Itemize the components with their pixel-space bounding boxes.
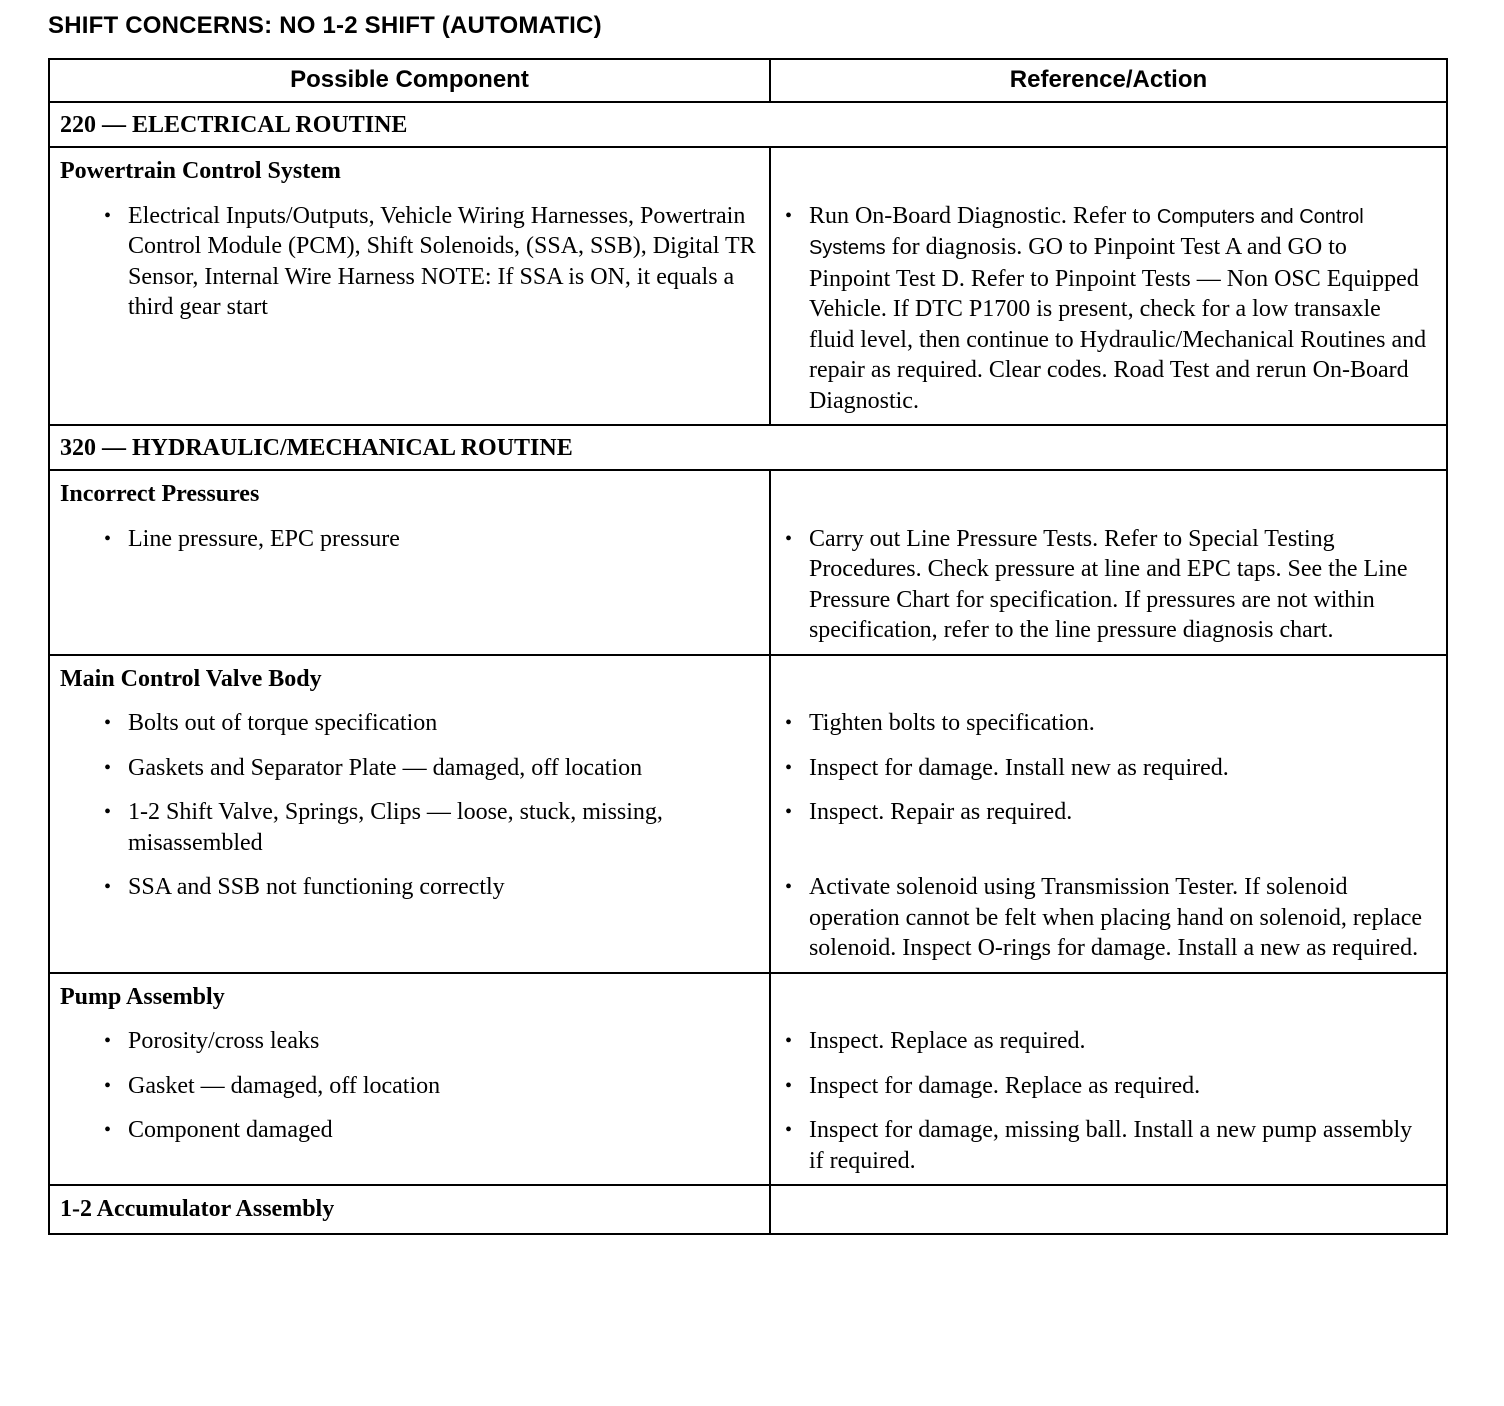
bullet-icon: • — [784, 801, 792, 823]
component-text: Component damaged — [128, 1117, 333, 1143]
bullet-icon: • — [104, 204, 112, 227]
action-text: Inspect. Replace as required. — [808, 1028, 1086, 1054]
spacer — [785, 479, 1432, 510]
action-item — [785, 1115, 1432, 1176]
action-cell — [771, 1186, 1446, 1233]
action-text: Inspect for damage. Install new as required. — [808, 754, 1229, 781]
bullet-icon: • — [104, 712, 112, 734]
action-item — [785, 872, 1432, 964]
diagnosis-table — [48, 58, 1448, 1235]
bullet-icon: • — [784, 1030, 792, 1052]
bullet-icon: • — [104, 527, 112, 550]
action-item — [785, 524, 1432, 646]
routine-label: 220 — ELECTRICAL ROUTINE — [60, 112, 408, 138]
spacer — [785, 982, 1432, 1013]
bullet-icon: • — [784, 1119, 792, 1141]
component-item — [60, 708, 759, 739]
bullet-icon: • — [104, 1030, 112, 1052]
component-item — [60, 201, 759, 323]
table-row — [50, 471, 1446, 656]
column-header-action: Reference/Action — [1009, 66, 1208, 93]
group-title: Incorrect Pressures — [60, 481, 260, 507]
action-cell — [771, 471, 1446, 654]
action-text: Activate solenoid using Transmission Tester. If solenoid operation cannot be felt when placing hand on solenoid, replace solenoid. Inspect O-rings for damage. Install a new as required. — [808, 874, 1423, 961]
table-row — [50, 1186, 1446, 1233]
group-title: 1-2 Accumulator Assembly — [60, 1196, 335, 1222]
component-item — [60, 1026, 759, 1057]
routine-label: 320 — HYDRAULIC/MECHANICAL ROUTINE — [60, 435, 573, 461]
table-row — [50, 974, 1446, 1187]
bullet-icon: • — [784, 712, 792, 734]
component-cell — [50, 471, 771, 654]
action-text-rest: for diagnosis. GO to Pinpoint Test A and GO to Pinpoint Test D. Refer to Pinpoint Tests — Non OSC Equipped Vehicle. If DTC P1700 is present, check for a low transaxle fluid level, then continue to Hydraulic/Mechanical Routines and repair as required. Clear codes. Road Test and rerun On-Board Diagnostic. — [808, 234, 1427, 414]
component-item — [60, 753, 759, 784]
group-title: Pump Assembly — [60, 983, 225, 1010]
component-cell — [50, 148, 771, 424]
bullet-icon: • — [104, 1074, 112, 1097]
bullet-icon: • — [784, 527, 792, 550]
bullet-icon: • — [784, 876, 792, 898]
action-item — [785, 708, 1432, 739]
action-text: Inspect for damage. Replace as required. — [808, 1072, 1201, 1099]
component-cell — [50, 974, 771, 1185]
bullet-icon: • — [784, 204, 792, 227]
action-text-lead: Run On-Board Diagnostic. Refer to — [808, 202, 1157, 229]
bullet-icon: • — [104, 876, 112, 898]
action-text — [809, 201, 1432, 417]
action-cell — [771, 656, 1446, 972]
component-item — [60, 1115, 759, 1146]
component-item — [60, 1071, 759, 1102]
component-text: 1-2 Shift Valve, Springs, Clips — loose, stuck, missing, misassembled — [128, 799, 663, 856]
component-item — [60, 797, 759, 858]
component-text: Gaskets and Separator Plate — damaged, off location — [128, 754, 643, 781]
routine-row — [50, 103, 1446, 148]
spacer — [785, 664, 1432, 695]
action-text: Inspect. Repair as required. — [808, 799, 1073, 825]
table-row — [50, 656, 1446, 974]
action-item — [785, 797, 1432, 828]
action-item — [785, 753, 1432, 784]
component-item — [60, 524, 759, 555]
column-header-component: Possible Component — [50, 60, 771, 101]
reference-link[interactable]: Computers and Control Systems — [808, 205, 1364, 259]
table-row — [50, 148, 1446, 426]
page-title: SHIFT CONCERNS: NO 1-2 SHIFT (AUTOMATIC) — [48, 12, 602, 39]
component-text: SSA and SSB not functioning correctly — [128, 874, 505, 900]
bullet-icon: • — [784, 756, 792, 779]
table-header-row — [50, 60, 1446, 103]
component-item — [60, 872, 759, 903]
bullet-icon: • — [104, 801, 112, 823]
component-text: Gasket — damaged, off location — [128, 1072, 441, 1099]
spacer — [785, 156, 1432, 187]
component-text: Bolts out of torque specification — [128, 710, 438, 736]
routine-row — [50, 426, 1446, 471]
component-text: Electrical Inputs/Outputs, Vehicle Wiring Harnesses, Powertrain Control Module (PCM), Shift Solenoids, (SSA, SSB), Digital TR Sensor, Internal Wire Harness NOTE: If SSA is ON, it equals a third gear start — [128, 202, 756, 320]
group-title: Powertrain Control System — [60, 158, 341, 184]
action-item — [785, 1071, 1432, 1102]
bullet-icon: • — [784, 1074, 792, 1097]
component-text: Line pressure, EPC pressure — [128, 525, 400, 552]
group-title: Main Control Valve Body — [60, 665, 322, 692]
bullet-icon: • — [104, 756, 112, 779]
component-text: Porosity/cross leaks — [128, 1028, 320, 1054]
action-cell — [771, 974, 1446, 1185]
component-cell — [50, 1186, 771, 1233]
action-text: Carry out Line Pressure Tests. Refer to Special Testing Procedures. Check pressure at line and EPC taps. See the Line Pressure Chart for specification. If pressures are not within specification, refer to the line pressure diagnosis chart. — [808, 525, 1408, 643]
bullet-icon: • — [104, 1119, 112, 1141]
action-text: Tighten bolts to specification. — [808, 710, 1095, 736]
action-cell — [771, 148, 1446, 424]
action-text: Inspect for damage, missing ball. Install a new pump assembly if required. — [808, 1117, 1413, 1174]
component-cell — [50, 656, 771, 972]
action-item — [785, 1026, 1432, 1057]
action-item — [785, 201, 1432, 417]
